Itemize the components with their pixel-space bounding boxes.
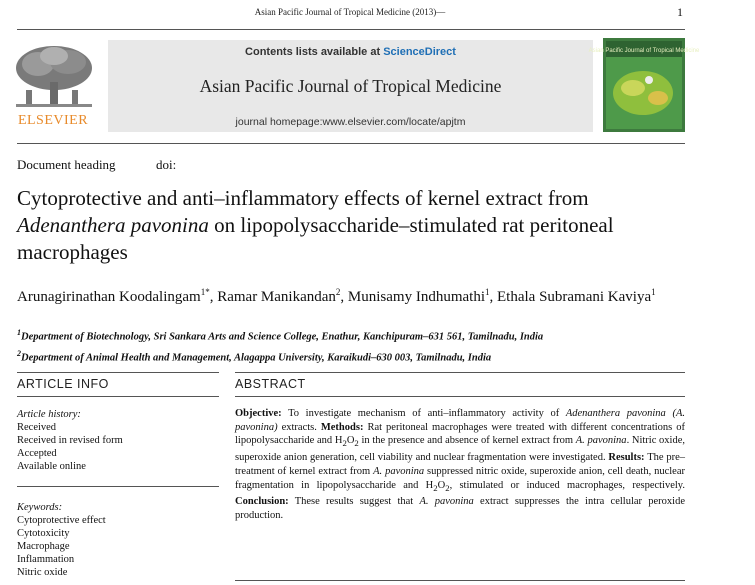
article-history [17, 408, 123, 473]
conclusion-text: These results suggest that [288, 496, 420, 508]
objective-label: Objective: [235, 408, 282, 419]
author-affiliation-mark: 1* [200, 287, 210, 297]
author-name: Ethala Subramani Kaviya [497, 289, 652, 305]
subscript: 2 [354, 438, 359, 449]
svg-text:ELSEVIER: ELSEVIER [17, 113, 89, 128]
page-number: 1 [677, 5, 683, 19]
sciencedirect-link[interactable]: ScienceDirect [383, 46, 456, 58]
keywords-label-text: Keywords: [17, 502, 63, 513]
author-separator: , [209, 289, 218, 305]
subscript: 2 [445, 482, 450, 493]
author-affiliation-mark: 1 [485, 287, 490, 297]
objective-text: To investigate mechanism of anti–inflammatory activity of [281, 408, 566, 419]
subscript: 2 [433, 482, 438, 493]
methods-text: . Nitric oxide, superoxide anion generation, cell viability and nuclear fragmentation were investigated. [235, 435, 686, 464]
article-history-label [17, 408, 123, 421]
title-species: Adenanthera pavonina [17, 213, 209, 237]
affiliation [17, 349, 491, 364]
header-rule [17, 29, 685, 30]
results-label: Results: [608, 452, 645, 464]
document-heading-label: Document heading [17, 157, 116, 172]
author-list [17, 282, 685, 307]
affiliation-text: Department of Biotechnology, Sri Sankara Arts and Science College, Enathur, Kanchipuram–631 561, Tamilnadu, India [21, 331, 544, 343]
author-affiliation-mark: 2 [335, 287, 341, 297]
article-title [17, 185, 685, 266]
affiliation-text: Department of Animal Health and Management, Alagappa University, Karaikudi–630 003, Tamilnadu, India [21, 352, 492, 364]
article-info-top-rule [17, 372, 219, 373]
journal-cover-image [588, 38, 700, 132]
abstract-top-rule [235, 372, 685, 373]
author-name: Ramar Manikandan [217, 289, 336, 305]
article-history-label-text: Article history: [17, 409, 81, 420]
conclusion-text: extract suppresses the intra cellular peroxide production. [235, 496, 685, 522]
journal-title: Asian Pacific Journal of Tropical Medicine [199, 76, 502, 96]
results-text: O [437, 479, 446, 491]
journal-banner [108, 40, 593, 132]
running-header: Asian Pacific Journal of Tropical Medicine (2013)— [254, 7, 446, 17]
history-item: Available online [17, 461, 86, 472]
author-name: Munisamy Indhumathi [347, 289, 485, 305]
title-part-1: Cytoprotective and anti–inflammatory effects of kernel extract from [17, 186, 589, 210]
abstract-rule [235, 396, 685, 397]
keyword-item: Nitric oxide [17, 567, 68, 578]
doi-label: doi: [156, 157, 177, 172]
methods-text: O [346, 435, 355, 447]
history-item: Received [17, 422, 57, 433]
contents-prefix: Contents lists available at [245, 46, 384, 58]
journal-homepage[interactable]: journal homepage:www.elsevier.com/locate/apjtm [235, 116, 466, 128]
keywords [17, 501, 106, 579]
article-info-heading: ARTICLE INFO [17, 377, 109, 391]
cover-title: Asian Pacific Journal of Tropical Medicine [588, 48, 700, 54]
species-abbrev: A. pavonina [575, 435, 627, 447]
methods-text: Rat peritoneal macrophages were treated with different concentrations of lipopolysaccharide and H [235, 421, 685, 447]
subscript: 2 [342, 438, 347, 449]
banner-rule [17, 143, 685, 144]
species-abbrev: A. pavonina [373, 465, 425, 477]
title-part-2: on lipopolysaccharide–stimulated rat peritoneal macrophages [17, 213, 614, 264]
keyword-item: Macrophage [17, 541, 70, 552]
abstract-heading: ABSTRACT [235, 377, 306, 391]
affiliation-number: 2 [17, 349, 21, 358]
results-text: The pre–treatment of kernel extract from [235, 452, 685, 477]
author-affiliation-mark: 1 [651, 287, 656, 297]
results-text: suppressed nitric oxide, superoxide anion, cell death, nuclear fragmentation in lipopolysaccharide and H [235, 465, 686, 491]
author-separator: , [489, 289, 497, 305]
keyword-item: Inflammation [17, 554, 75, 565]
history-item: Accepted [17, 448, 57, 459]
conclusion-label: Conclusion: [235, 496, 289, 508]
keywords-label [17, 501, 106, 514]
methods-label: Methods: [320, 421, 364, 433]
affiliation [17, 328, 543, 343]
elsevier-logo [8, 38, 98, 130]
article-info-rule [17, 396, 219, 397]
history-item: Received in revised form [17, 435, 123, 446]
keyword-item: Cytotoxicity [17, 528, 70, 539]
author-name: Arunagirinathan Koodalingam [17, 289, 201, 305]
species-abbrev: A. pavonina [419, 496, 474, 508]
methods-text: in the presence and absence of kernel extract from [358, 435, 576, 447]
keyword-item: Cytoprotective effect [17, 515, 106, 526]
author-separator: , [340, 289, 348, 305]
species-name: Adenanthera pavonina [565, 408, 666, 419]
article-history-rule [17, 486, 219, 487]
objective-text: extracts. [277, 421, 321, 433]
affiliation-number: 1 [17, 328, 21, 337]
abstract-body [235, 407, 685, 523]
contents-line [108, 46, 593, 58]
results-text: , stimulated or induced macrophages, respectively. [449, 479, 685, 491]
species-abbrev: (A. pavonina) [235, 408, 685, 433]
abstract-bottom-rule [235, 580, 685, 581]
